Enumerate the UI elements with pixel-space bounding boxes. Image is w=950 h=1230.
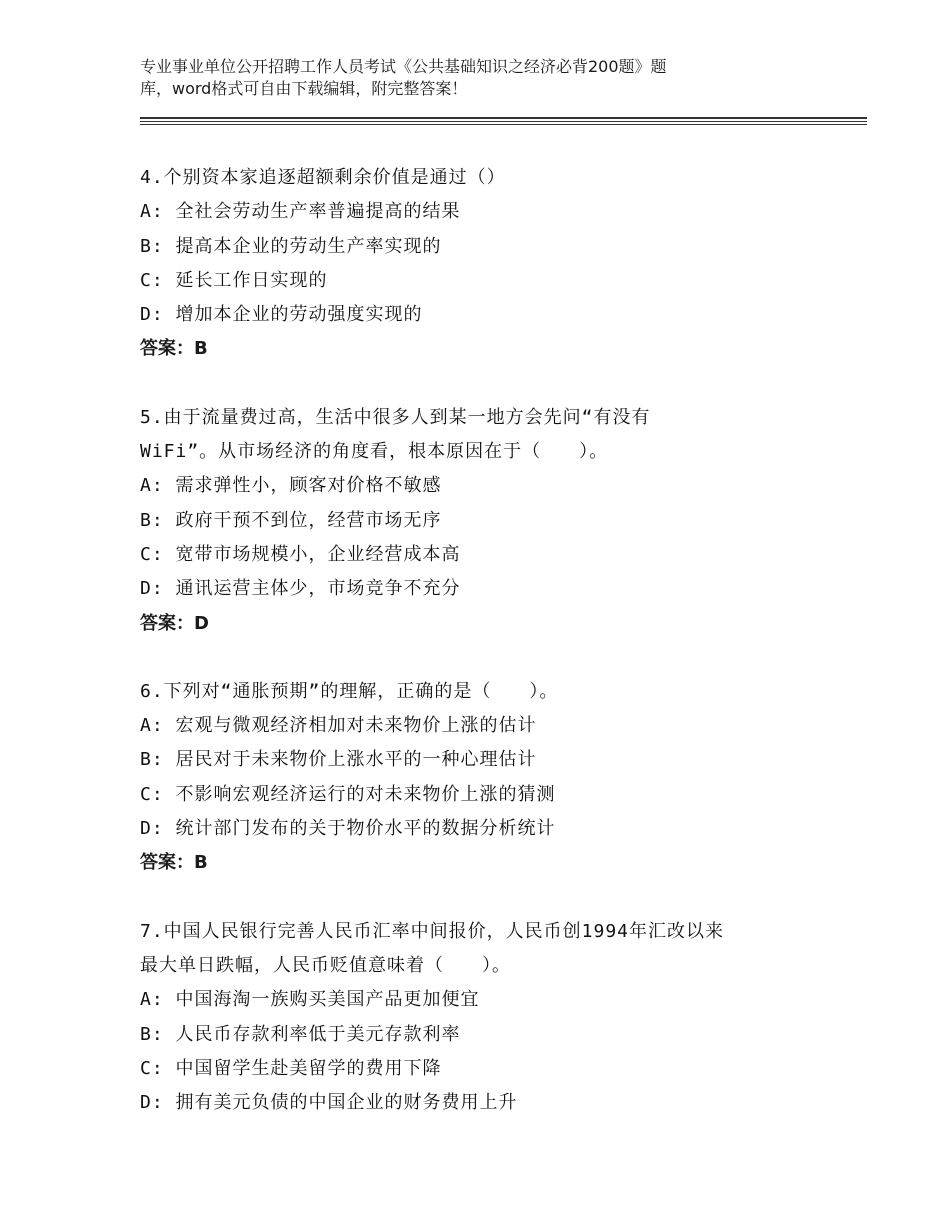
- option-c: C: 中国留学生赴美留学的费用下降: [140, 1057, 442, 1079]
- option-a: A: 需求弹性小，顾客对价格不敏感: [140, 475, 442, 497]
- option-d: D: 通讯运营主体少，市场竞争不充分: [140, 578, 461, 600]
- question-stem: 6.下列对“通胀预期”的理解，正确的是（ ）。: [140, 680, 559, 702]
- answer-label: 答案：B: [140, 338, 208, 360]
- question-stem: 5.由于流量费过高，生活中很多人到某一地方会先问“有没有: [140, 406, 651, 428]
- answer-label: 答案：B: [140, 852, 208, 874]
- option-b: B: 居民对于未来物价上涨水平的一种心理估计: [140, 749, 537, 771]
- option-d: D: 拥有美元负债的中国企业的财务费用上升: [140, 1092, 518, 1114]
- option-d: D: 增加本企业的劳动强度实现的: [140, 304, 423, 326]
- question-stem: 4.个别资本家追逐超额剩余价值是通过（）: [140, 167, 506, 188]
- option-b: B: 提高本企业的劳动生产率实现的: [140, 235, 442, 257]
- question-4: [140, 161, 950, 367]
- option-c: C: 不影响宏观经济运行的对未来物价上涨的猜测: [140, 783, 556, 805]
- option-a: A: 全社会劳动生产率普遍提高的结果: [140, 201, 461, 223]
- option-c: C: 延长工作日实现的: [140, 269, 328, 291]
- document-header: [140, 56, 780, 100]
- option-c: C: 宽带市场规模小，企业经营成本高: [140, 543, 461, 565]
- answer-label: 答案：D: [140, 612, 209, 634]
- option-a: A: 中国海淘一族购买美国产品更加便宜: [140, 989, 480, 1011]
- option-d: D: 统计部门发布的关于物价水平的数据分析统计: [140, 818, 556, 840]
- question-stem: 7.中国人民银行完善人民币汇率中间报价，人民币创1994年汇改以来: [140, 920, 725, 942]
- question-6: [140, 675, 950, 881]
- question-list: [140, 161, 950, 1120]
- option-b: B: 政府干预不到位，经营市场无序: [140, 509, 442, 531]
- option-a: A: 宏观与微观经济相加对未来物价上涨的估计: [140, 715, 537, 737]
- header-line: 库，word格式可自由下载编辑，附完整答案！: [140, 79, 468, 98]
- question-5: [140, 401, 950, 641]
- question-stem-continued: WiFi”。从市场经济的角度看，根本原因在于（ ）。: [140, 441, 609, 463]
- option-b: B: 人民币存款利率低于美元存款利率: [140, 1023, 461, 1045]
- question-stem-continued: 最大单日跌幅，人民币贬值意味着（ ）。: [140, 954, 511, 976]
- question-7: [140, 915, 950, 1121]
- header-divider: [140, 117, 867, 125]
- header-line: 专业事业单位公开招聘工作人员考试《公共基础知识之经济必背200题》题: [140, 57, 667, 76]
